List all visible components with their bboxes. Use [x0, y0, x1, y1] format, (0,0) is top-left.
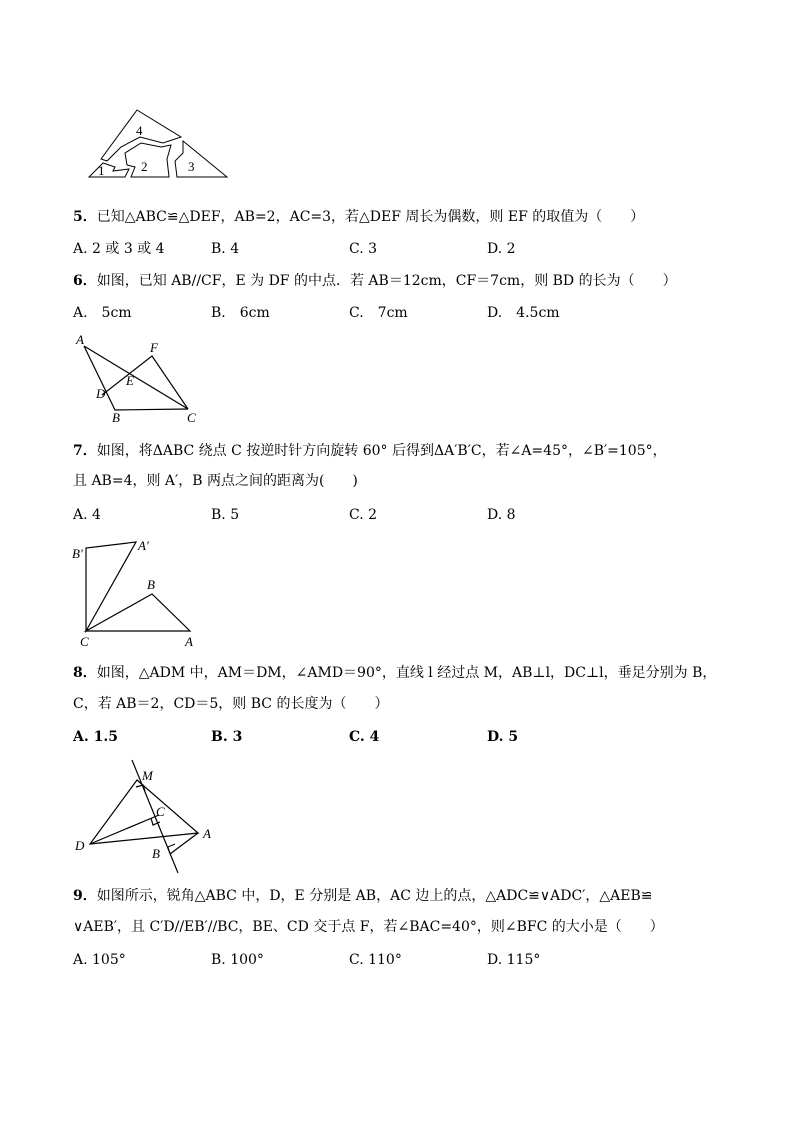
question-6: [73, 272, 677, 290]
option-a[interactable]: A. 4: [73, 507, 101, 523]
option-a[interactable]: A. 2 或 3 或 4: [73, 241, 165, 257]
point-label-f: F: [150, 340, 158, 355]
option-a[interactable]: A. 1.5: [73, 729, 118, 745]
question-8-line2: [73, 695, 388, 713]
point-label-a: A: [76, 332, 84, 347]
point-label-c: C: [156, 804, 165, 819]
figure-q4: [85, 105, 235, 183]
question-text-line1: 如图，将ΔABC 绕点 C 按逆时针方向旋转 60° 后得到ΔA′B′C，若∠A=45°，∠B′=105°，: [96, 443, 667, 459]
point-label-a: A: [185, 634, 193, 649]
triangle-abc: [86, 594, 190, 631]
question-text-line2: C，若 AB＝2，CD＝5，则 BC 的长度为（ ）: [73, 696, 389, 712]
option-d[interactable]: D. 8: [487, 507, 516, 523]
question-text-line2: 且 AB=4，则 A′，B 两点之间的距离为( ): [73, 473, 358, 489]
question-5: [73, 208, 644, 226]
question-9: [73, 887, 652, 905]
option-a[interactable]: A. 105°: [73, 952, 126, 968]
point-label-c: C: [187, 410, 196, 425]
option-c[interactable]: C. 2: [349, 507, 378, 523]
point-label-b: B: [112, 410, 120, 425]
option-c[interactable]: C. 4: [349, 729, 380, 745]
piece-label-1: 1: [98, 163, 105, 178]
options-q6: [73, 304, 713, 322]
figure-q6: [72, 332, 202, 427]
option-d[interactable]: D. 2: [487, 241, 516, 257]
option-c[interactable]: C. 3: [349, 241, 378, 257]
point-label-b: B: [147, 577, 155, 592]
point-label-c: C: [80, 634, 89, 649]
point-label-a: A: [203, 826, 211, 841]
option-c[interactable]: C. 7cm: [349, 305, 408, 321]
question-number: 6．: [73, 273, 97, 289]
question-7-line2: [73, 472, 358, 490]
option-b[interactable]: B. 5: [211, 507, 240, 523]
question-text-line1: 如图所示，锐角△ABC 中，D，E 分别是 AB，AC 边上的点，△ADC≌∨ADC′，△AEB≌: [96, 888, 653, 904]
piece-label-2: 2: [141, 159, 148, 174]
option-d[interactable]: D. 115°: [487, 952, 541, 968]
point-label-m: M: [142, 768, 153, 783]
option-a[interactable]: A. 5cm: [73, 305, 132, 321]
piece-3: [175, 141, 227, 177]
question-text: 已知△ABC≌△DEF，AB=2，AC=3，若△DEF 周长为偶数，则 EF 的取值为（ ）: [96, 209, 645, 225]
question-number: 5．: [73, 209, 97, 225]
point-label-a-prime: A′: [138, 538, 149, 553]
question-8: [73, 664, 716, 682]
piece-1: [89, 163, 129, 177]
point-label-e: E: [126, 373, 134, 388]
options-q9: [73, 951, 713, 969]
question-text: 如图，已知 AB//CF，E 为 DF 的中点．若 AB＝12cm，CF＝7cm，则 BD 的长为（ ）: [96, 273, 677, 289]
option-b[interactable]: B. 6cm: [211, 305, 270, 321]
piece-label-4: 4: [136, 123, 143, 138]
question-9-line2: [73, 918, 664, 936]
option-d[interactable]: D. 4.5cm: [487, 305, 560, 321]
option-b[interactable]: B. 3: [211, 729, 243, 745]
point-label-b-prime: B′: [72, 546, 83, 561]
point-label-d: D: [75, 838, 85, 853]
question-number: 8．: [73, 665, 97, 681]
options-q5: [73, 240, 713, 258]
option-c[interactable]: C. 110°: [349, 952, 402, 968]
question-text-line2: ∨AEB′，且 C′D//EB′//BC，BE、CD 交于点 F，若∠BAC=40°，则∠BFC 的大小是（ ）: [73, 919, 664, 935]
question-text-line1: 如图，△ADM 中，AM＝DM，∠AMD＝90°，直线 l 经过点 M，AB⊥l，DC⊥l，垂足分别为 B，: [96, 665, 717, 681]
figure-q8: [72, 758, 222, 876]
point-label-d: D: [96, 386, 106, 401]
option-d[interactable]: D. 5: [487, 729, 519, 745]
options-q7: [73, 506, 713, 524]
point-label-b: B: [152, 846, 160, 861]
question-number: 9．: [73, 888, 97, 904]
question-7: [73, 442, 667, 460]
option-b[interactable]: B. 4: [211, 241, 240, 257]
piece-2: [125, 143, 171, 177]
segment-ab: [170, 833, 198, 854]
question-number: 7．: [73, 443, 97, 459]
options-q8: [73, 728, 713, 746]
figure-q7: [70, 536, 205, 648]
option-b[interactable]: B. 100°: [211, 952, 264, 968]
piece-label-3: 3: [188, 159, 195, 174]
